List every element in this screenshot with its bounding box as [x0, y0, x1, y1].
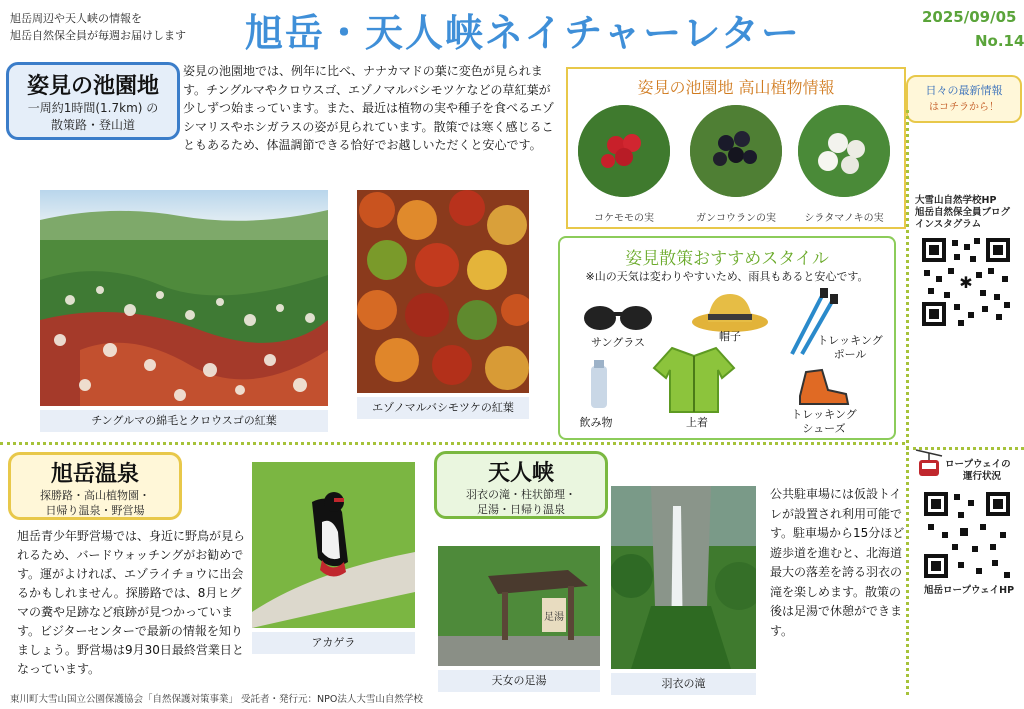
sunglasses-icon [578, 296, 658, 336]
qr-code-school-image [918, 234, 1014, 330]
footer-credit: 東川町大雪山国立公園保護協会「自然保護対策事業」 受託者・発行元：NPO法人大雪山自然学校 [10, 694, 423, 705]
meadow-photo-image [40, 190, 328, 406]
onsen-sub-2: 日帰り温泉・野営場 [45, 504, 145, 517]
sunglasses-label: サングラス [591, 336, 645, 349]
qr1-label-1: 大雪山自然学校HP [915, 195, 997, 206]
shiratamanoki-photo [798, 105, 890, 197]
gankouran-caption: ガンコウランの実 [696, 213, 776, 224]
shoes-label-1: トレッキング [791, 408, 857, 421]
ashiyu-photo-image [438, 546, 600, 666]
shiratamanoki-caption: シラタマノキの実 [804, 213, 884, 224]
photo-ashiyu [438, 546, 600, 688]
ropeway-status-label [945, 459, 1011, 483]
tenninkyo-sub-1: 羽衣の滝・柱状節理・ [466, 488, 576, 501]
divider-horizontal [0, 442, 905, 445]
tenninkyo-sub-2: 足湯・日帰り温泉 [477, 503, 565, 516]
kokemomo-photo [578, 105, 670, 197]
latest-info-bubble [906, 75, 1022, 123]
qr-code-school[interactable] [918, 234, 1014, 334]
photo-chinguruma-caption: チングルマの綿毛とクロウスゴの紅葉 [40, 410, 328, 432]
alpine-heading: 姿見の池園地 高山植物情報 [637, 78, 835, 97]
gankouran-photo [690, 105, 782, 197]
tenninkyo-body: 公共駐車場には仮設トイレが設置され利用可能です。駐車場から15分ほど遊歩道を進むと、北海道最大の落差を誇る羽衣の滝を楽しめます。散策の後は足湯で休憩ができます。 [770, 487, 905, 638]
qr-code-ropeway-image [920, 488, 1014, 582]
sugatami-sub-1: 一周約1時間(1.7km) の [27, 101, 159, 115]
photo-momiji [357, 190, 529, 415]
kokemomo-caption: コケモモの実 [594, 213, 654, 224]
onsen-sub-1: 探勝路・高山植物園・ [40, 489, 150, 502]
onsen-body: 旭岳青少年野営場では、身近に野鳥が見られるため、バードウォッチングがお勧めです。運がよければ、エゾライチョウに出会るかもしれません。探勝路では、8月ヒグマの糞や足跡など痕跡が見つかっています。ビジターセンターで最新の情報を知りましょう。野営場は9月30日最終営業日となっています。 [17, 529, 246, 676]
hat-icon [690, 288, 770, 334]
photo-akagera [252, 462, 415, 650]
photo-akagera-caption: アカゲラ [252, 632, 415, 654]
sugatami-heading: 姿見の池園地 [26, 74, 159, 99]
poles-label [810, 334, 890, 362]
alpine-plants-box [566, 67, 906, 229]
walk-style-note: ※山の天気は変わりやすいため、雨具もあると安心です。 [585, 270, 869, 283]
trekking-shoes-icon [796, 362, 852, 410]
shiratamanoki-image [798, 105, 890, 197]
sugatami-sub-2: 散策路・登山道 [50, 118, 135, 132]
photo-chinguruma [40, 190, 328, 428]
jacket-label: 上着 [686, 416, 708, 429]
qr1-label [915, 195, 1010, 231]
latest-info-line-1: 日々の最新情報 [925, 84, 1003, 97]
ropeway-qr-label: 旭岳ロープウェイHP [924, 585, 1015, 596]
qr1-label-3: インスタグラム [915, 219, 982, 230]
water-bottle-icon [586, 358, 612, 410]
hat-label: 帽子 [719, 330, 741, 343]
poles-label-1: トレッキング [817, 334, 883, 347]
shoes-label [784, 408, 864, 436]
drink-label: 飲み物 [579, 416, 613, 429]
ropeway-label-2: 運行状況 [963, 471, 1002, 482]
ropeway-icon [914, 446, 944, 480]
woodpecker-photo-image [252, 462, 415, 628]
tenninkyo-heading-box [434, 451, 608, 519]
kokemomo-image [578, 105, 670, 197]
qr1-label-2: 旭岳自然保全員ブログ [915, 207, 1011, 218]
poles-label-2: ポール [833, 348, 867, 361]
latest-info-line-2: はコチラから！ [929, 102, 999, 113]
qr-code-ropeway[interactable] [920, 488, 1014, 586]
shoes-label-2: シューズ [802, 422, 846, 435]
intro-text [10, 10, 186, 44]
photo-hagoromo [611, 486, 756, 691]
onsen-heading-box [8, 452, 182, 520]
sugatami-heading-box [6, 62, 180, 140]
intro-line-2: 旭岳自然保全員が毎週お届けします [10, 29, 186, 42]
photo-hagoromo-caption: 羽衣の滝 [611, 673, 756, 695]
onsen-heading: 旭岳温泉 [50, 462, 139, 487]
page-title: 旭岳・天人峡ネイチャーレター [245, 11, 801, 55]
tenninkyo-heading: 天人峡 [487, 461, 554, 486]
waterfall-photo-image [611, 486, 756, 669]
photo-ashiyu-caption: 天女の足湯 [438, 670, 600, 692]
issue-date: 2025/09/05 [922, 8, 1017, 26]
issue-number: No.14 [975, 32, 1024, 50]
ashiyu-sign-text: 足湯 [544, 612, 564, 623]
jacket-icon [652, 342, 736, 414]
red-leaves-photo-image [357, 190, 529, 393]
ropeway-label-1: ロープウェイの [945, 459, 1011, 470]
walk-style-box [558, 236, 896, 440]
photo-momiji-caption: エゾノマルバシモツケの紅葉 [357, 397, 529, 419]
svg-text:✱: ✱ [959, 273, 973, 292]
sugatami-body: 姿見の池園地では、例年に比べ、ナナカマドの葉に変色が見られます。チングルマやクロウスゴ、エゾノマルバシモツケなどの草紅葉が少しずつ始まっています。また、最近は植物の実や種子を食べるエゾシマリスやホシガラスの姿が見られています。散策では寒く感じることもあるため、体温調節できる恰好でお越しいただくと安心です。 [183, 64, 555, 152]
intro-line-1: 旭岳周辺や天人峡の情報を [10, 12, 142, 25]
walk-style-heading: 姿見散策おすすめスタイル [625, 249, 829, 269]
gankouran-image [690, 105, 782, 197]
